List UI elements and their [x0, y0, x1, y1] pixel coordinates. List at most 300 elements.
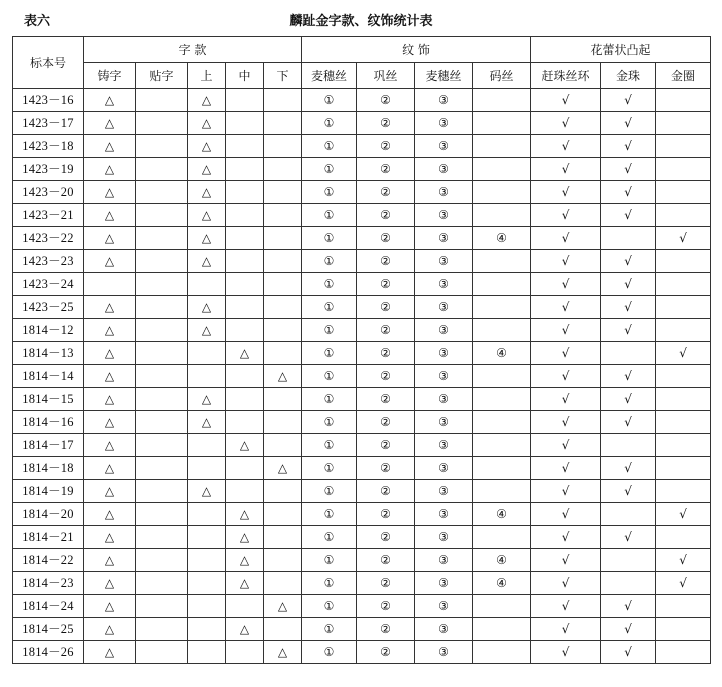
- table-cell: △: [84, 457, 136, 480]
- table-cell: [264, 503, 302, 526]
- table-cell: [264, 273, 302, 296]
- table-cell: [188, 549, 226, 572]
- table-cell: ②: [357, 618, 415, 641]
- header-decoration-group: 纹 饰: [302, 37, 531, 63]
- table-cell: ②: [357, 572, 415, 595]
- table-cell: △: [264, 595, 302, 618]
- table-cell: [656, 618, 711, 641]
- table-cell: √: [531, 572, 601, 595]
- table-cell: ③: [415, 526, 473, 549]
- table-cell: √: [601, 135, 656, 158]
- table-cell: [226, 296, 264, 319]
- table-cell: △: [84, 135, 136, 158]
- table-cell: √: [601, 250, 656, 273]
- table-cell: [264, 549, 302, 572]
- table-cell: ②: [357, 227, 415, 250]
- table-cell: △: [84, 319, 136, 342]
- table-cell: √: [531, 549, 601, 572]
- table-cell: √: [601, 618, 656, 641]
- table-cell: [473, 641, 531, 664]
- table-cell: ③: [415, 342, 473, 365]
- table-cell: [473, 204, 531, 227]
- table-cell: △: [188, 181, 226, 204]
- table-cell: △: [84, 549, 136, 572]
- table-cell: [656, 388, 711, 411]
- table-cell: ①: [302, 434, 357, 457]
- table-cell: △: [188, 480, 226, 503]
- table-cell: √: [601, 457, 656, 480]
- table-row: [13, 411, 711, 434]
- header-inscription-group: 字 款: [84, 37, 302, 63]
- table-cell: [473, 89, 531, 112]
- table-cell: √: [531, 503, 601, 526]
- table-cell: [601, 342, 656, 365]
- table-cell: △: [188, 89, 226, 112]
- table-cell: ①: [302, 411, 357, 434]
- table-cell: ①: [302, 319, 357, 342]
- specimen-id-cell: 1423－23: [13, 250, 84, 273]
- table-cell: △: [226, 503, 264, 526]
- column-header-row: [13, 63, 711, 89]
- table-cell: ③: [415, 503, 473, 526]
- table-cell: [264, 411, 302, 434]
- table-cell: [226, 319, 264, 342]
- table-cell: [473, 296, 531, 319]
- table-cell: √: [601, 365, 656, 388]
- table-cell: [264, 319, 302, 342]
- table-cell: ①: [302, 158, 357, 181]
- table-row: [13, 526, 711, 549]
- table-cell: [136, 480, 188, 503]
- specimen-id-cell: 1814－20: [13, 503, 84, 526]
- table-cell: ③: [415, 273, 473, 296]
- table-cell: ③: [415, 89, 473, 112]
- specimen-id-cell: 1423－19: [13, 158, 84, 181]
- table-cell: ②: [357, 273, 415, 296]
- table-row: [13, 503, 711, 526]
- table-cell: [473, 388, 531, 411]
- table-cell: △: [188, 227, 226, 250]
- table-cell: [656, 296, 711, 319]
- table-row: [13, 595, 711, 618]
- table-row: [13, 618, 711, 641]
- specimen-id-cell: 1423－16: [13, 89, 84, 112]
- table-row: [13, 112, 711, 135]
- table-row: [13, 227, 711, 250]
- table-cell: [188, 572, 226, 595]
- table-cell: [473, 181, 531, 204]
- table-cell: ②: [357, 365, 415, 388]
- table-cell: [226, 227, 264, 250]
- table-cell: [188, 365, 226, 388]
- table-cell: ③: [415, 158, 473, 181]
- table-cell: ④: [473, 227, 531, 250]
- table-cell: ③: [415, 227, 473, 250]
- table-cell: △: [188, 296, 226, 319]
- table-cell: △: [84, 618, 136, 641]
- table-cell: [136, 273, 188, 296]
- table-cell: [226, 641, 264, 664]
- table-cell: [226, 365, 264, 388]
- statistics-table: [12, 36, 711, 664]
- table-cell: ②: [357, 549, 415, 572]
- table-cell: ③: [415, 388, 473, 411]
- table-cell: ②: [357, 641, 415, 664]
- column-header: 金珠: [601, 63, 656, 89]
- table-cell: √: [656, 503, 711, 526]
- table-cell: √: [531, 158, 601, 181]
- table-cell: √: [531, 618, 601, 641]
- column-header: 金圈: [656, 63, 711, 89]
- table-cell: △: [264, 641, 302, 664]
- table-cell: [188, 273, 226, 296]
- table-cell: ②: [357, 296, 415, 319]
- table-cell: ③: [415, 181, 473, 204]
- table-cell: [473, 365, 531, 388]
- table-cell: ②: [357, 204, 415, 227]
- table-cell: ③: [415, 595, 473, 618]
- table-cell: [656, 158, 711, 181]
- table-cell: [656, 181, 711, 204]
- table-cell: [264, 158, 302, 181]
- table-cell: [656, 135, 711, 158]
- specimen-id-cell: 1423－17: [13, 112, 84, 135]
- table-cell: ③: [415, 135, 473, 158]
- table-cell: [188, 618, 226, 641]
- table-cell: ②: [357, 480, 415, 503]
- table-cell: ②: [357, 526, 415, 549]
- table-cell: △: [84, 411, 136, 434]
- specimen-id-cell: 1814－15: [13, 388, 84, 411]
- column-header: 上: [188, 63, 226, 89]
- table-cell: [601, 227, 656, 250]
- specimen-id-cell: 1423－24: [13, 273, 84, 296]
- table-cell: ③: [415, 480, 473, 503]
- table-cell: △: [226, 618, 264, 641]
- table-cell: √: [601, 411, 656, 434]
- table-cell: [264, 135, 302, 158]
- table-cell: ①: [302, 595, 357, 618]
- table-cell: ③: [415, 319, 473, 342]
- table-cell: △: [188, 204, 226, 227]
- table-cell: √: [531, 181, 601, 204]
- table-cell: [226, 273, 264, 296]
- table-cell: [136, 181, 188, 204]
- table-cell: △: [84, 158, 136, 181]
- table-cell: ③: [415, 641, 473, 664]
- table-cell: √: [531, 250, 601, 273]
- table-cell: [656, 250, 711, 273]
- table-cell: [264, 296, 302, 319]
- table-cell: ①: [302, 457, 357, 480]
- table-row: [13, 572, 711, 595]
- table-cell: [264, 388, 302, 411]
- column-header: 麦穗丝: [302, 63, 357, 89]
- table-cell: ③: [415, 112, 473, 135]
- table-cell: [264, 89, 302, 112]
- table-cell: [188, 641, 226, 664]
- table-cell: ②: [357, 388, 415, 411]
- table-cell: ③: [415, 250, 473, 273]
- table-cell: √: [601, 204, 656, 227]
- specimen-id-cell: 1423－20: [13, 181, 84, 204]
- table-header: [13, 37, 711, 89]
- specimen-id-cell: 1814－18: [13, 457, 84, 480]
- table-cell: ②: [357, 434, 415, 457]
- table-row: [13, 296, 711, 319]
- table-cell: [136, 572, 188, 595]
- table-cell: [601, 549, 656, 572]
- table-cell: √: [531, 595, 601, 618]
- table-cell: √: [601, 480, 656, 503]
- table-cell: △: [226, 342, 264, 365]
- table-cell: √: [531, 388, 601, 411]
- table-cell: △: [84, 572, 136, 595]
- table-cell: √: [531, 135, 601, 158]
- table-cell: [656, 526, 711, 549]
- table-cell: [473, 112, 531, 135]
- table-row: [13, 641, 711, 664]
- table-cell: △: [84, 434, 136, 457]
- table-cell: △: [84, 365, 136, 388]
- table-cell: [264, 526, 302, 549]
- column-header: 中: [226, 63, 264, 89]
- table-cell: △: [226, 549, 264, 572]
- table-cell: ①: [302, 227, 357, 250]
- column-header: 下: [264, 63, 302, 89]
- table-cell: ①: [302, 388, 357, 411]
- table-cell: [226, 595, 264, 618]
- header-bud-protrusion-group: 花蕾状凸起: [531, 37, 711, 63]
- table-cell: ③: [415, 434, 473, 457]
- specimen-id-cell: 1423－25: [13, 296, 84, 319]
- table-cell: △: [188, 135, 226, 158]
- table-cell: √: [531, 296, 601, 319]
- table-row: [13, 480, 711, 503]
- table-row: [13, 388, 711, 411]
- table-cell: [226, 89, 264, 112]
- table-cell: ②: [357, 503, 415, 526]
- specimen-id-cell: 1814－17: [13, 434, 84, 457]
- table-row: [13, 204, 711, 227]
- table-cell: [136, 365, 188, 388]
- table-cell: √: [531, 273, 601, 296]
- table-cell: [264, 618, 302, 641]
- table-cell: [226, 250, 264, 273]
- table-cell: ④: [473, 572, 531, 595]
- table-cell: △: [188, 112, 226, 135]
- table-cell: ①: [302, 526, 357, 549]
- table-cell: [264, 112, 302, 135]
- table-cell: ③: [415, 618, 473, 641]
- table-cell: [473, 135, 531, 158]
- table-cell: [656, 273, 711, 296]
- table-cell: △: [84, 250, 136, 273]
- table-cell: [136, 526, 188, 549]
- table-title: 麟趾金字款、纹饰统计表: [289, 14, 433, 29]
- table-cell: [136, 388, 188, 411]
- table-cell: ①: [302, 204, 357, 227]
- table-row: [13, 273, 711, 296]
- table-cell: √: [601, 273, 656, 296]
- specimen-id-cell: 1814－23: [13, 572, 84, 595]
- table-cell: [136, 89, 188, 112]
- table-row: [13, 457, 711, 480]
- table-cell: [136, 457, 188, 480]
- table-cell: √: [531, 204, 601, 227]
- table-row: [13, 342, 711, 365]
- table-cell: [601, 434, 656, 457]
- table-cell: ③: [415, 296, 473, 319]
- specimen-id-cell: 1423－21: [13, 204, 84, 227]
- table-cell: √: [531, 641, 601, 664]
- table-cell: √: [601, 181, 656, 204]
- table-cell: ①: [302, 296, 357, 319]
- table-cell: [656, 204, 711, 227]
- table-cell: △: [188, 411, 226, 434]
- table-cell: ①: [302, 549, 357, 572]
- table-cell: [601, 572, 656, 595]
- table-cell: ②: [357, 112, 415, 135]
- table-cell: △: [188, 250, 226, 273]
- table-cell: √: [531, 365, 601, 388]
- table-cell: [264, 572, 302, 595]
- table-cell: [188, 342, 226, 365]
- table-cell: △: [84, 89, 136, 112]
- table-cell: [473, 457, 531, 480]
- table-cell: [136, 411, 188, 434]
- table-cell: △: [84, 112, 136, 135]
- table-cell: ②: [357, 135, 415, 158]
- table-cell: [136, 296, 188, 319]
- table-cell: √: [656, 572, 711, 595]
- table-cell: [136, 503, 188, 526]
- table-cell: [136, 319, 188, 342]
- table-cell: ③: [415, 572, 473, 595]
- table-cell: [656, 480, 711, 503]
- table-cell: ③: [415, 549, 473, 572]
- table-cell: [656, 595, 711, 618]
- table-row: [13, 365, 711, 388]
- table-cell: ②: [357, 342, 415, 365]
- table-cell: [473, 480, 531, 503]
- specimen-id-cell: 1814－26: [13, 641, 84, 664]
- table-cell: [226, 388, 264, 411]
- table-number-label: 表六: [24, 14, 51, 29]
- table-cell: [473, 434, 531, 457]
- table-cell: √: [531, 227, 601, 250]
- table-cell: ①: [302, 135, 357, 158]
- table-cell: △: [264, 365, 302, 388]
- table-row: [13, 434, 711, 457]
- table-cell: [136, 227, 188, 250]
- table-cell: [188, 526, 226, 549]
- table-cell: △: [226, 526, 264, 549]
- specimen-id-cell: 1423－18: [13, 135, 84, 158]
- specimen-id-cell: 1423－22: [13, 227, 84, 250]
- table-cell: ④: [473, 503, 531, 526]
- specimen-id-cell: 1814－21: [13, 526, 84, 549]
- group-header-row: [13, 37, 711, 63]
- table-cell: ④: [473, 342, 531, 365]
- table-cell: △: [84, 595, 136, 618]
- table-cell: ②: [357, 595, 415, 618]
- table-cell: [188, 434, 226, 457]
- table-cell: [136, 641, 188, 664]
- table-cell: △: [84, 181, 136, 204]
- table-cell: △: [84, 204, 136, 227]
- specimen-id-cell: 1814－13: [13, 342, 84, 365]
- table-cell: [264, 227, 302, 250]
- table-cell: √: [531, 434, 601, 457]
- table-cell: √: [601, 595, 656, 618]
- header-specimen-id: 标本号: [13, 37, 84, 89]
- table-cell: [473, 273, 531, 296]
- table-cell: √: [601, 388, 656, 411]
- table-cell: [136, 135, 188, 158]
- table-cell: ②: [357, 319, 415, 342]
- table-cell: [226, 181, 264, 204]
- table-cell: △: [84, 503, 136, 526]
- table-cell: √: [531, 411, 601, 434]
- table-cell: △: [84, 227, 136, 250]
- table-cell: ①: [302, 365, 357, 388]
- table-cell: [264, 181, 302, 204]
- specimen-id-cell: 1814－19: [13, 480, 84, 503]
- table-cell: [473, 595, 531, 618]
- table-cell: [473, 526, 531, 549]
- table-cell: [656, 457, 711, 480]
- table-cell: √: [601, 89, 656, 112]
- table-cell: ①: [302, 89, 357, 112]
- table-cell: [136, 595, 188, 618]
- table-cell: △: [84, 296, 136, 319]
- table-cell: △: [84, 388, 136, 411]
- table-cell: ①: [302, 503, 357, 526]
- table-cell: [226, 158, 264, 181]
- table-cell: △: [84, 526, 136, 549]
- table-cell: ①: [302, 273, 357, 296]
- table-cell: √: [531, 457, 601, 480]
- table-cell: ②: [357, 250, 415, 273]
- table-cell: △: [84, 342, 136, 365]
- table-cell: ②: [357, 411, 415, 434]
- table-cell: [136, 342, 188, 365]
- table-cell: [656, 112, 711, 135]
- table-cell: √: [601, 526, 656, 549]
- column-header: 巩丝: [357, 63, 415, 89]
- table-cell: [84, 273, 136, 296]
- table-cell: ④: [473, 549, 531, 572]
- table-row: [13, 319, 711, 342]
- table-cell: ②: [357, 158, 415, 181]
- table-row: [13, 89, 711, 112]
- table-cell: √: [531, 342, 601, 365]
- table-cell: [136, 618, 188, 641]
- table-cell: [188, 595, 226, 618]
- table-body: [13, 89, 711, 664]
- table-cell: [473, 319, 531, 342]
- table-cell: ③: [415, 457, 473, 480]
- column-header: 赶珠丝环: [531, 63, 601, 89]
- table-cell: [264, 204, 302, 227]
- specimen-id-cell: 1814－25: [13, 618, 84, 641]
- table-cell: √: [656, 342, 711, 365]
- table-cell: √: [531, 112, 601, 135]
- table-cell: [136, 204, 188, 227]
- table-cell: [473, 618, 531, 641]
- table-row: [13, 181, 711, 204]
